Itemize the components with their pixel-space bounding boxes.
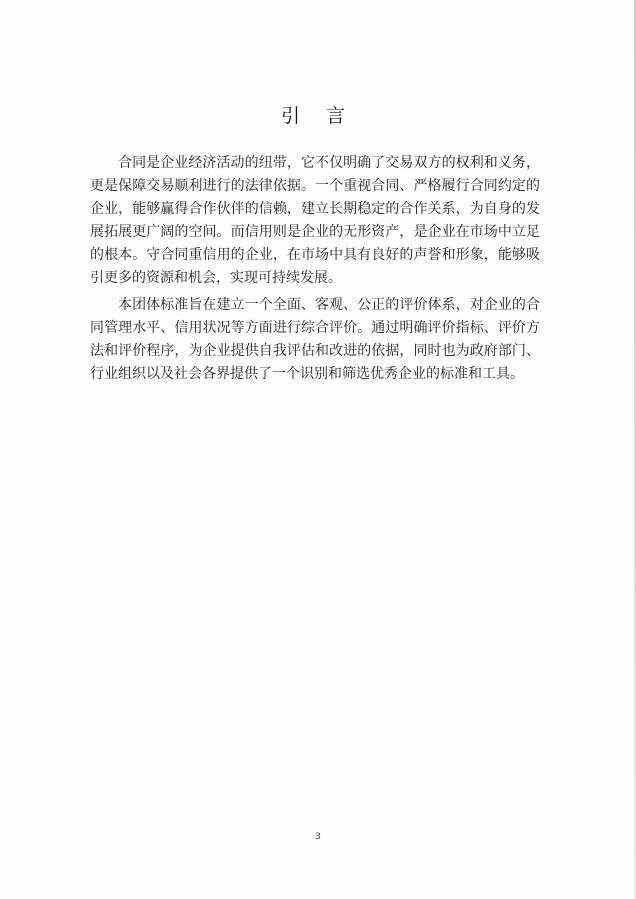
page-title: 引 言 [280,104,356,127]
body-text [90,152,540,390]
page-number: 3 [315,832,321,842]
paragraph-2: 本团体标准旨在建立一个全面、客观、公正的评价体系，对企业的合同管理水平、信用状况等方面进行综合评价。通过明确评价指标、评价方法和评价程序，为企业提供自我评估和改进的依据，同时也为政府部门、行业组织以及社会各界提供了一个识别和筛选优秀企业的标准和工具。 [90,297,540,382]
paragraph-1: 合同是企业经济活动的纽带，它不仅明确了交易双方的权利和义务，更是保障交易顺利进行的法律依据。一个重视合同、严格履行合同约定的企业，能够赢得合作伙伴的信赖，建立长期稳定的合作关系，为自身的发展拓展更广阔的空间。而信用则是企业的无形资产，是企业在市场中立足的根本。守合同重信用的企业，在市场中具有良好的声誉和形象，能够吸引更多的资源和机会，实现可持续发展。 [90,155,540,286]
